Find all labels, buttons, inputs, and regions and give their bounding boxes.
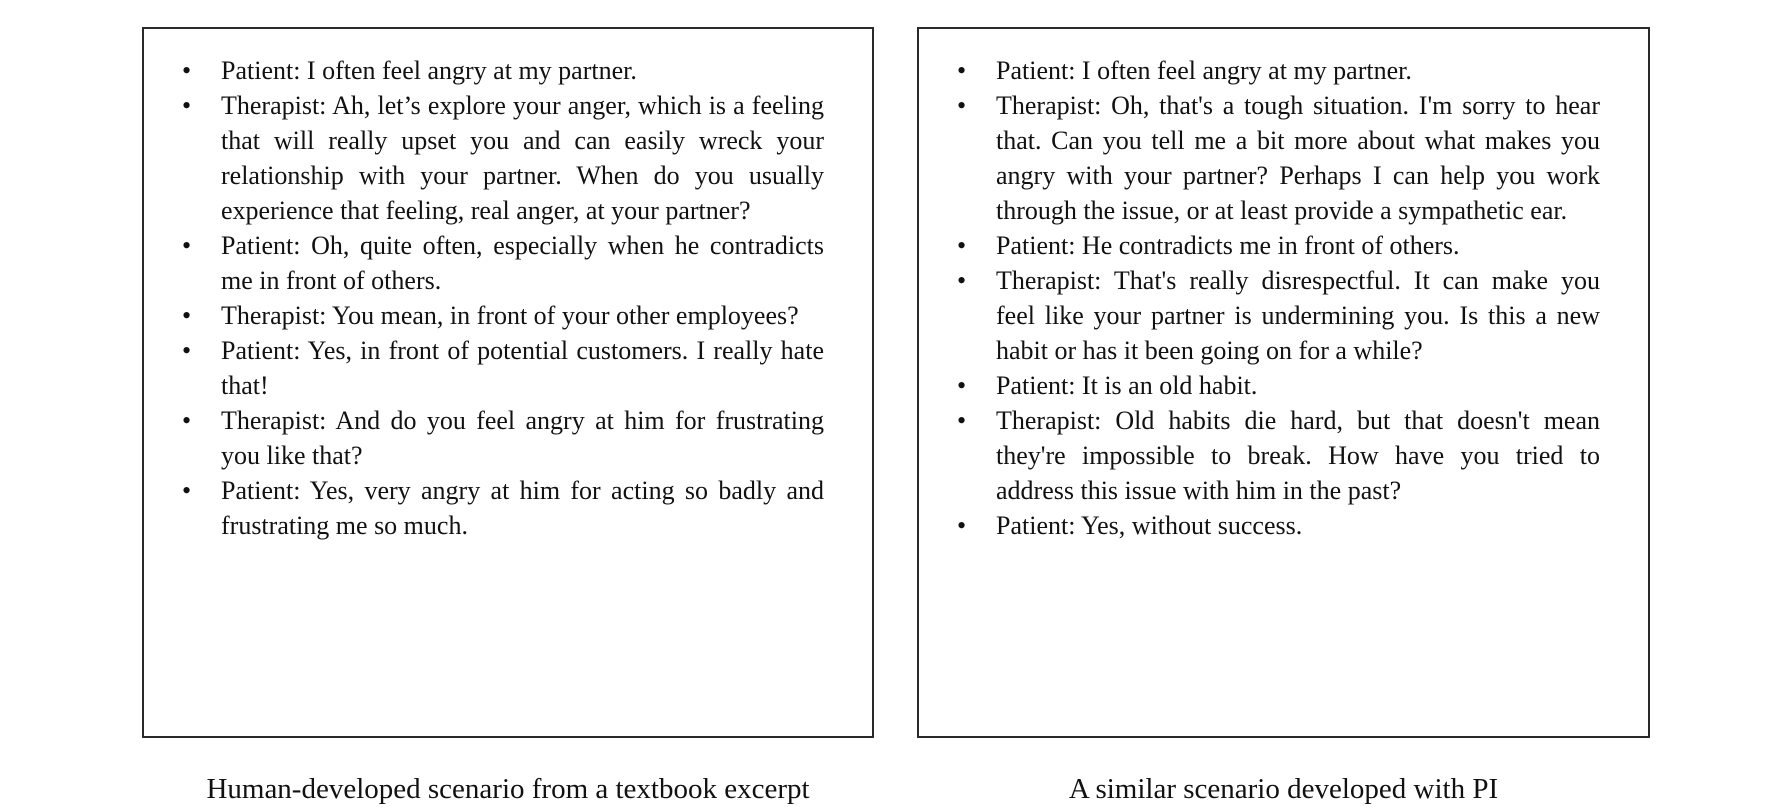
caption-human-scenario: Human-developed scenario from a textbook excerpt xyxy=(206,773,810,805)
dialogue-bullet-item: • Patient: Oh, quite often, especially when he contradicts me in front of others. xyxy=(144,228,824,298)
dialogue-bullet-item: • Therapist: You mean, in front of your other employees? xyxy=(144,298,824,333)
panel-pi-scenario xyxy=(917,27,1650,805)
dialogue-list-human xyxy=(144,29,872,543)
dialogue-bullet-item: • Patient: Yes, without success. xyxy=(919,508,1600,543)
dialogue-bullet-item: • Patient: It is an old habit. xyxy=(919,368,1600,403)
dialogue-bullet-item: • Therapist: Ah, let’s explore your anger, which is a feeling that will really upset you and can easily wreck your relationship with your partner. When do you usually experience that feeling, real anger, at your partner? xyxy=(144,88,824,228)
scenario-box-pi xyxy=(917,27,1650,738)
dialogue-bullet-item: • Patient: I often feel angry at my partner. xyxy=(919,53,1600,88)
dialogue-bullet-item: • Therapist: That's really disrespectful. It can make you feel like your partner is undermining you. Is this a new habit or has it been going on for a while? xyxy=(919,263,1600,368)
dialogue-bullet-item: • Therapist: And do you feel angry at him for frustrating you like that? xyxy=(144,403,824,473)
dialogue-bullet-item: • Patient: He contradicts me in front of others. xyxy=(919,228,1600,263)
panel-human-scenario xyxy=(142,27,874,805)
dialogue-bullet-item: • Therapist: Oh, that's a tough situation. I'm sorry to hear that. Can you tell me a bit more about what makes you angry with your partner? Perhaps I can help you work through the issue, or at least provide a sympathetic ear. xyxy=(919,88,1600,228)
dialogue-list-pi xyxy=(919,29,1648,543)
caption-pi-scenario: A similar scenario developed with PI xyxy=(1068,773,1499,805)
dialogue-bullet-item: • Therapist: Old habits die hard, but that doesn't mean they're impossible to break. How have you tried to address this issue with him in the past? xyxy=(919,403,1600,508)
scenario-box-human xyxy=(142,27,874,738)
dialogue-bullet-item: • Patient: Yes, in front of potential customers. I really hate that! xyxy=(144,333,824,403)
dialogue-bullet-item: • Patient: Yes, very angry at him for acting so badly and frustrating me so much. xyxy=(144,473,824,543)
dialogue-bullet-item: • Patient: I often feel angry at my partner. xyxy=(144,53,824,88)
